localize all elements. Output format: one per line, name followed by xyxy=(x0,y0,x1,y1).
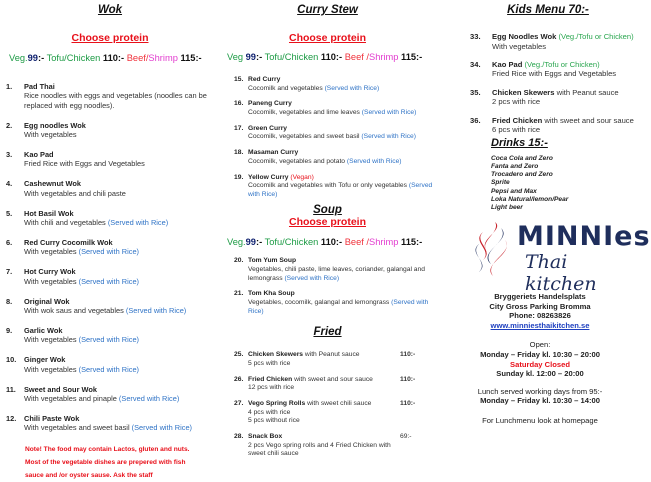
served-with-rice: (Served with Rice) xyxy=(118,393,180,403)
item-desc xyxy=(248,266,435,283)
veg-price: 99 xyxy=(245,237,256,248)
soup-choose-protein: Choose protein xyxy=(288,216,366,229)
protein-tag: (Veg./Tofu or Chicken) xyxy=(558,32,634,41)
item-number: 3. xyxy=(6,150,13,160)
curry-items xyxy=(232,76,435,199)
menu-item xyxy=(468,32,645,51)
item-desc xyxy=(24,365,220,374)
wok-title: Wok xyxy=(97,4,123,16)
item-number: 18. xyxy=(234,149,244,157)
note-line: sauce and /or oyster sause. Ask the staff xyxy=(25,472,153,480)
menu-item xyxy=(0,355,220,374)
veg-suffix: :- xyxy=(255,52,263,62)
item-desc-text: Vegetables, cocomilk, galangal and lemongrass xyxy=(248,299,392,307)
menu-item xyxy=(232,433,435,459)
brand-subtitle: Thai kitchen xyxy=(525,251,597,295)
item-desc: 2 pcs with rice xyxy=(492,97,541,107)
item-name: Egg Noodles Wok xyxy=(492,32,559,41)
veg-label: Veg. xyxy=(227,237,246,248)
drinks-section xyxy=(491,137,645,212)
item-desc xyxy=(24,394,220,403)
item-desc xyxy=(248,299,435,316)
note-line: Most of the vegetable dishes are prepered with fish xyxy=(25,459,186,467)
drink-item: Pepsi and Max xyxy=(491,187,537,195)
shrimp-label: Shrimp xyxy=(369,52,399,62)
item-name xyxy=(248,76,435,85)
item-sauce: with Peanut sauce xyxy=(554,87,619,97)
menu-item xyxy=(468,60,645,79)
item-desc: With vegetables xyxy=(492,41,547,51)
drink-item: Loka Natural/lemon/Pear xyxy=(491,195,569,203)
veg-price: 99 xyxy=(245,52,256,62)
item-price: 110:- xyxy=(400,399,416,407)
item-desc-text: With vegetables and pinaple xyxy=(24,393,119,403)
item-desc-text: With wok saus and vegetables xyxy=(24,306,126,315)
item-number: 33. xyxy=(470,32,481,41)
item-desc-text: Fried Rice with Eggs and Vegetables xyxy=(24,159,145,169)
served-with-rice: (Served with Rice) xyxy=(248,299,429,315)
menu-item xyxy=(0,179,220,198)
menu-item xyxy=(232,174,435,200)
item-desc: 2 pcs Vego spring rolls and 4 Fried Chicken with sweet chili sauce xyxy=(248,441,391,458)
served-with-rice: (Served with Rice) xyxy=(78,364,140,374)
item-desc xyxy=(248,85,435,94)
wok-items xyxy=(0,82,220,433)
item-number: 34. xyxy=(470,59,481,69)
beef-price: 115:- xyxy=(177,53,202,63)
phone-number: Phone: 08263826 xyxy=(509,311,571,321)
veg-label: Veg xyxy=(227,52,246,62)
item-name: Vego Spring Rolls xyxy=(248,399,306,407)
item-sauce: with sweet chili sauce xyxy=(305,399,372,407)
item-number: 7. xyxy=(6,267,13,277)
item-desc-text: With vegetables xyxy=(24,276,79,286)
wok-column xyxy=(0,0,220,482)
tofu-label: Tofu/Chicken xyxy=(262,237,321,248)
shrimp-label: Shrimp xyxy=(148,53,178,63)
item-name: Kao Pad xyxy=(492,59,525,69)
minnies-logo xyxy=(465,220,651,295)
beef-price: 115:- xyxy=(398,237,423,248)
restaurant-info xyxy=(435,292,645,426)
lunch-menu-hint: For Lunchmenu look at homepage xyxy=(482,415,598,425)
item-desc xyxy=(24,277,220,286)
menu-item xyxy=(232,376,435,393)
item-desc-text: With vegetables xyxy=(24,335,79,345)
beef-label: Beef/ xyxy=(124,53,149,63)
item-desc-text: Cocomilk and vegetables xyxy=(248,84,325,92)
item-number: 16. xyxy=(234,100,244,108)
item-desc-text: Cocomilk, vegetables and potato xyxy=(248,157,347,165)
allergy-note xyxy=(0,443,220,482)
item-number: 1. xyxy=(6,82,13,91)
menu-item xyxy=(0,414,220,433)
item-desc-text: With vegetables xyxy=(24,247,79,257)
sunday-hours: Sunday kl. 12:00 – 20:00 xyxy=(496,369,584,379)
lunch-hours: Monday – Friday kl. 10:30 – 14:00 xyxy=(480,396,600,406)
served-with-rice: (Served with Rice) xyxy=(248,182,433,198)
item-number: 36. xyxy=(470,115,481,125)
item-desc xyxy=(248,109,435,118)
item-name: Chili Paste Wok xyxy=(24,413,80,423)
item-desc-text: Rice noodles with eggs and vegetables (noodles can be replaced with egg noodles). xyxy=(24,91,207,110)
beef-label: Beef / xyxy=(342,52,369,62)
served-with-rice: (Served with Rice) xyxy=(78,335,140,345)
served-with-rice: (Served with Rice) xyxy=(107,218,169,228)
item-name-text: Green Curry xyxy=(248,124,288,132)
veg-suffix: :- xyxy=(37,53,45,63)
beef-price: 115:- xyxy=(398,52,423,62)
drink-item: Fanta and Zero xyxy=(491,163,539,171)
item-desc xyxy=(24,306,220,315)
item-name: Hot Curry Wok xyxy=(24,267,76,277)
served-with-rice: (Served with Rice) xyxy=(324,84,380,92)
tofu-label: Tofu/Chicken xyxy=(262,52,321,62)
item-name: Fried Chicken xyxy=(248,375,293,383)
item-desc xyxy=(24,130,220,139)
menu-item xyxy=(232,400,435,426)
item-desc: 5 pcs without rice xyxy=(248,417,300,425)
shrimp-label: Shrimp xyxy=(369,237,399,248)
menu-item xyxy=(232,149,435,166)
item-desc-text: Cocomilk and vegetables with Tofu or only vegetables xyxy=(248,182,409,190)
veg-suffix: :- xyxy=(255,237,263,248)
item-name: Original Wok xyxy=(24,296,70,306)
served-with-rice: (Served with Rice) xyxy=(131,423,193,433)
soup-items xyxy=(232,257,435,316)
item-name xyxy=(248,100,435,109)
item-desc xyxy=(24,247,220,256)
item-number: 25. xyxy=(234,351,244,359)
menu-item xyxy=(232,100,435,117)
item-name xyxy=(248,149,435,158)
fried-title: Fried xyxy=(313,326,342,339)
served-with-rice: (Served with Rice) xyxy=(125,306,187,315)
thai-flag-wave-icon xyxy=(465,220,515,280)
served-with-rice: (Served with Rice) xyxy=(361,133,417,141)
item-number: 20. xyxy=(234,257,244,265)
item-number: 26. xyxy=(234,375,244,383)
item-desc: 12 pcs with rice xyxy=(248,384,295,392)
website-link[interactable]: www.minniesthaikitchen.se xyxy=(490,320,590,330)
item-desc xyxy=(248,158,435,167)
item-number: 21. xyxy=(234,290,244,298)
served-with-rice: (Served with Rice) xyxy=(346,157,402,165)
item-number: 35. xyxy=(470,87,481,97)
item-desc-text: Vegetables, chili paste, lime leaves, coriander, galangal and lemongrass xyxy=(248,266,425,282)
item-desc: 4 pcs with rice xyxy=(248,408,291,416)
item-desc-text: With vegetables and chili paste xyxy=(24,188,126,198)
served-with-rice: (Served with Rice) xyxy=(78,276,140,286)
menu-item xyxy=(0,385,220,404)
saturday-closed: Saturday Closed xyxy=(510,359,570,369)
item-desc-text: Cocomilk, vegetables and lime leaves xyxy=(248,108,362,116)
item-number: 12. xyxy=(6,413,17,423)
item-price: 69:- xyxy=(400,432,412,440)
menu-item xyxy=(232,351,435,368)
tofu-price: 110:- xyxy=(320,237,343,248)
item-name: Kao Pad xyxy=(24,150,54,160)
item-desc-text: Cocomilk, vegetables and sweet basil xyxy=(248,133,362,141)
item-name: Egg noodles Wok xyxy=(24,120,86,130)
item-name-text: Red Curry xyxy=(248,76,281,83)
lunch-info: Lunch served working days from 95:- xyxy=(477,386,603,396)
veg-label: Veg. xyxy=(9,53,28,63)
weekday-hours: Monday – Friday kl. 10:30 – 20:00 xyxy=(480,349,600,359)
item-name: Chicken Skewers xyxy=(492,87,555,97)
item-desc xyxy=(24,218,220,227)
open-label: Open: xyxy=(529,340,551,350)
item-name: Sweet and Sour Wok xyxy=(24,384,97,394)
kids-title: Kids Menu 70:- xyxy=(507,4,589,16)
item-desc xyxy=(24,335,220,344)
item-number: 6. xyxy=(6,237,13,247)
item-number: 2. xyxy=(6,120,13,130)
item-name: Fried Chicken xyxy=(492,115,543,125)
item-number: 11. xyxy=(6,384,16,394)
beef-label: Beef / xyxy=(342,237,369,248)
drink-item: Trocadero and Zero xyxy=(491,171,553,179)
served-with-rice: (Served with Rice) xyxy=(78,247,140,257)
address-line-2: City Gross Parking Bromma xyxy=(489,301,591,311)
curry-column xyxy=(220,0,435,466)
item-price: 110:- xyxy=(400,375,416,383)
item-name-text: Yellow Curry xyxy=(248,173,291,181)
menu-item xyxy=(0,121,220,140)
served-with-rice: (Served with Rice) xyxy=(284,274,340,282)
drinks-title: Drinks 15:- xyxy=(491,136,548,149)
served-with-rice: (Served with Rice) xyxy=(361,108,417,116)
item-number: 28. xyxy=(234,432,244,440)
soup-price-line xyxy=(227,237,435,247)
fried-items xyxy=(232,351,435,459)
veg-price: 99 xyxy=(27,53,38,63)
wok-choose-protein: Choose protein xyxy=(71,32,149,44)
item-desc-text: With chili and vegetables xyxy=(24,218,108,228)
item-name: Cashewnut Wok xyxy=(24,179,81,189)
item-name: Garlic Wok xyxy=(24,325,63,335)
item-name: Pad Thai xyxy=(24,82,55,91)
menu-item xyxy=(0,82,220,110)
item-sauce: with Peanut sauce xyxy=(303,351,360,359)
brand-name: MINNIes xyxy=(517,221,651,252)
kids-column xyxy=(435,0,651,425)
item-number: 15. xyxy=(234,76,244,83)
curry-price-line xyxy=(227,52,435,62)
item-desc-text: With vegetables xyxy=(24,364,79,374)
drinks-list xyxy=(491,155,645,212)
tofu-price: 110:- xyxy=(102,53,125,63)
item-name: Ginger Wok xyxy=(24,355,66,365)
item-number: 5. xyxy=(6,208,13,218)
menu-item xyxy=(232,290,435,316)
menu-item xyxy=(232,125,435,142)
item-price: 110:- xyxy=(400,351,416,359)
menu-item xyxy=(0,267,220,286)
item-name: Red Curry Cocomilk Wok xyxy=(24,237,113,247)
vegan-tag: (Vegan) xyxy=(290,173,314,181)
curry-choose-protein: Choose protein xyxy=(288,32,366,44)
wok-price-line xyxy=(9,53,220,63)
address-line-1: Bryggeriets Handelsplats xyxy=(494,292,586,301)
drink-item: Sprite xyxy=(491,179,510,187)
item-sauce: with sweet and sour sauce xyxy=(542,115,634,125)
menu-item xyxy=(0,209,220,228)
item-number: 4. xyxy=(6,179,13,189)
item-desc xyxy=(24,423,220,432)
item-desc xyxy=(248,133,435,142)
item-number: 8. xyxy=(6,296,13,306)
soup-title: Soup xyxy=(313,204,342,217)
item-desc xyxy=(24,159,220,168)
item-desc: 6 pcs with rice xyxy=(492,125,541,135)
menu-item xyxy=(232,76,435,93)
item-number: 17. xyxy=(234,124,244,132)
item-number: 10. xyxy=(6,355,17,365)
menu-item xyxy=(468,88,645,107)
curry-title: Curry Stew xyxy=(297,4,358,16)
item-number: 27. xyxy=(234,399,244,407)
menu-item xyxy=(468,116,645,135)
note-line: Note! The food may contain Lactos, gluten and nuts. xyxy=(25,446,190,454)
item-name-text: Paneng Curry xyxy=(248,100,292,108)
kids-items xyxy=(468,32,645,135)
item-number: 9. xyxy=(6,325,13,335)
protein-tag: (Veg./Tofu or Chicken) xyxy=(524,59,600,69)
menu-item xyxy=(232,257,435,283)
item-desc: Fried Rice with Eggs and Vegetables xyxy=(492,69,617,79)
item-desc xyxy=(248,182,435,199)
item-name xyxy=(248,174,435,183)
menu-item xyxy=(0,326,220,345)
item-desc-text: With vegetables xyxy=(24,130,77,140)
menu-item xyxy=(0,238,220,257)
item-number: 19. xyxy=(234,173,244,181)
item-name: Hot Basil Wok xyxy=(24,208,74,218)
item-name: Snack Box xyxy=(248,432,283,440)
item-desc xyxy=(24,189,220,198)
drink-item: Coca Cola and Zero xyxy=(491,154,553,162)
item-name: Tom Kha Soup xyxy=(248,290,295,298)
item-sauce: with sweet and sour sauce xyxy=(292,375,373,383)
item-desc xyxy=(24,91,220,110)
item-name: Tom Yum Soup xyxy=(248,257,297,265)
item-desc-text: With vegetables and sweet basil xyxy=(24,423,132,433)
tofu-price: 110:- xyxy=(320,52,343,62)
item-name: Chicken Skewers xyxy=(248,351,304,359)
item-name-text: Masaman Curry xyxy=(248,149,299,157)
drink-item: Light beer xyxy=(491,204,523,212)
tofu-label: Tofu/Chicken xyxy=(44,53,103,63)
item-desc: 5 pcs with rice xyxy=(248,359,291,367)
item-name xyxy=(248,125,435,134)
menu-item xyxy=(0,297,220,316)
menu-item xyxy=(0,150,220,169)
